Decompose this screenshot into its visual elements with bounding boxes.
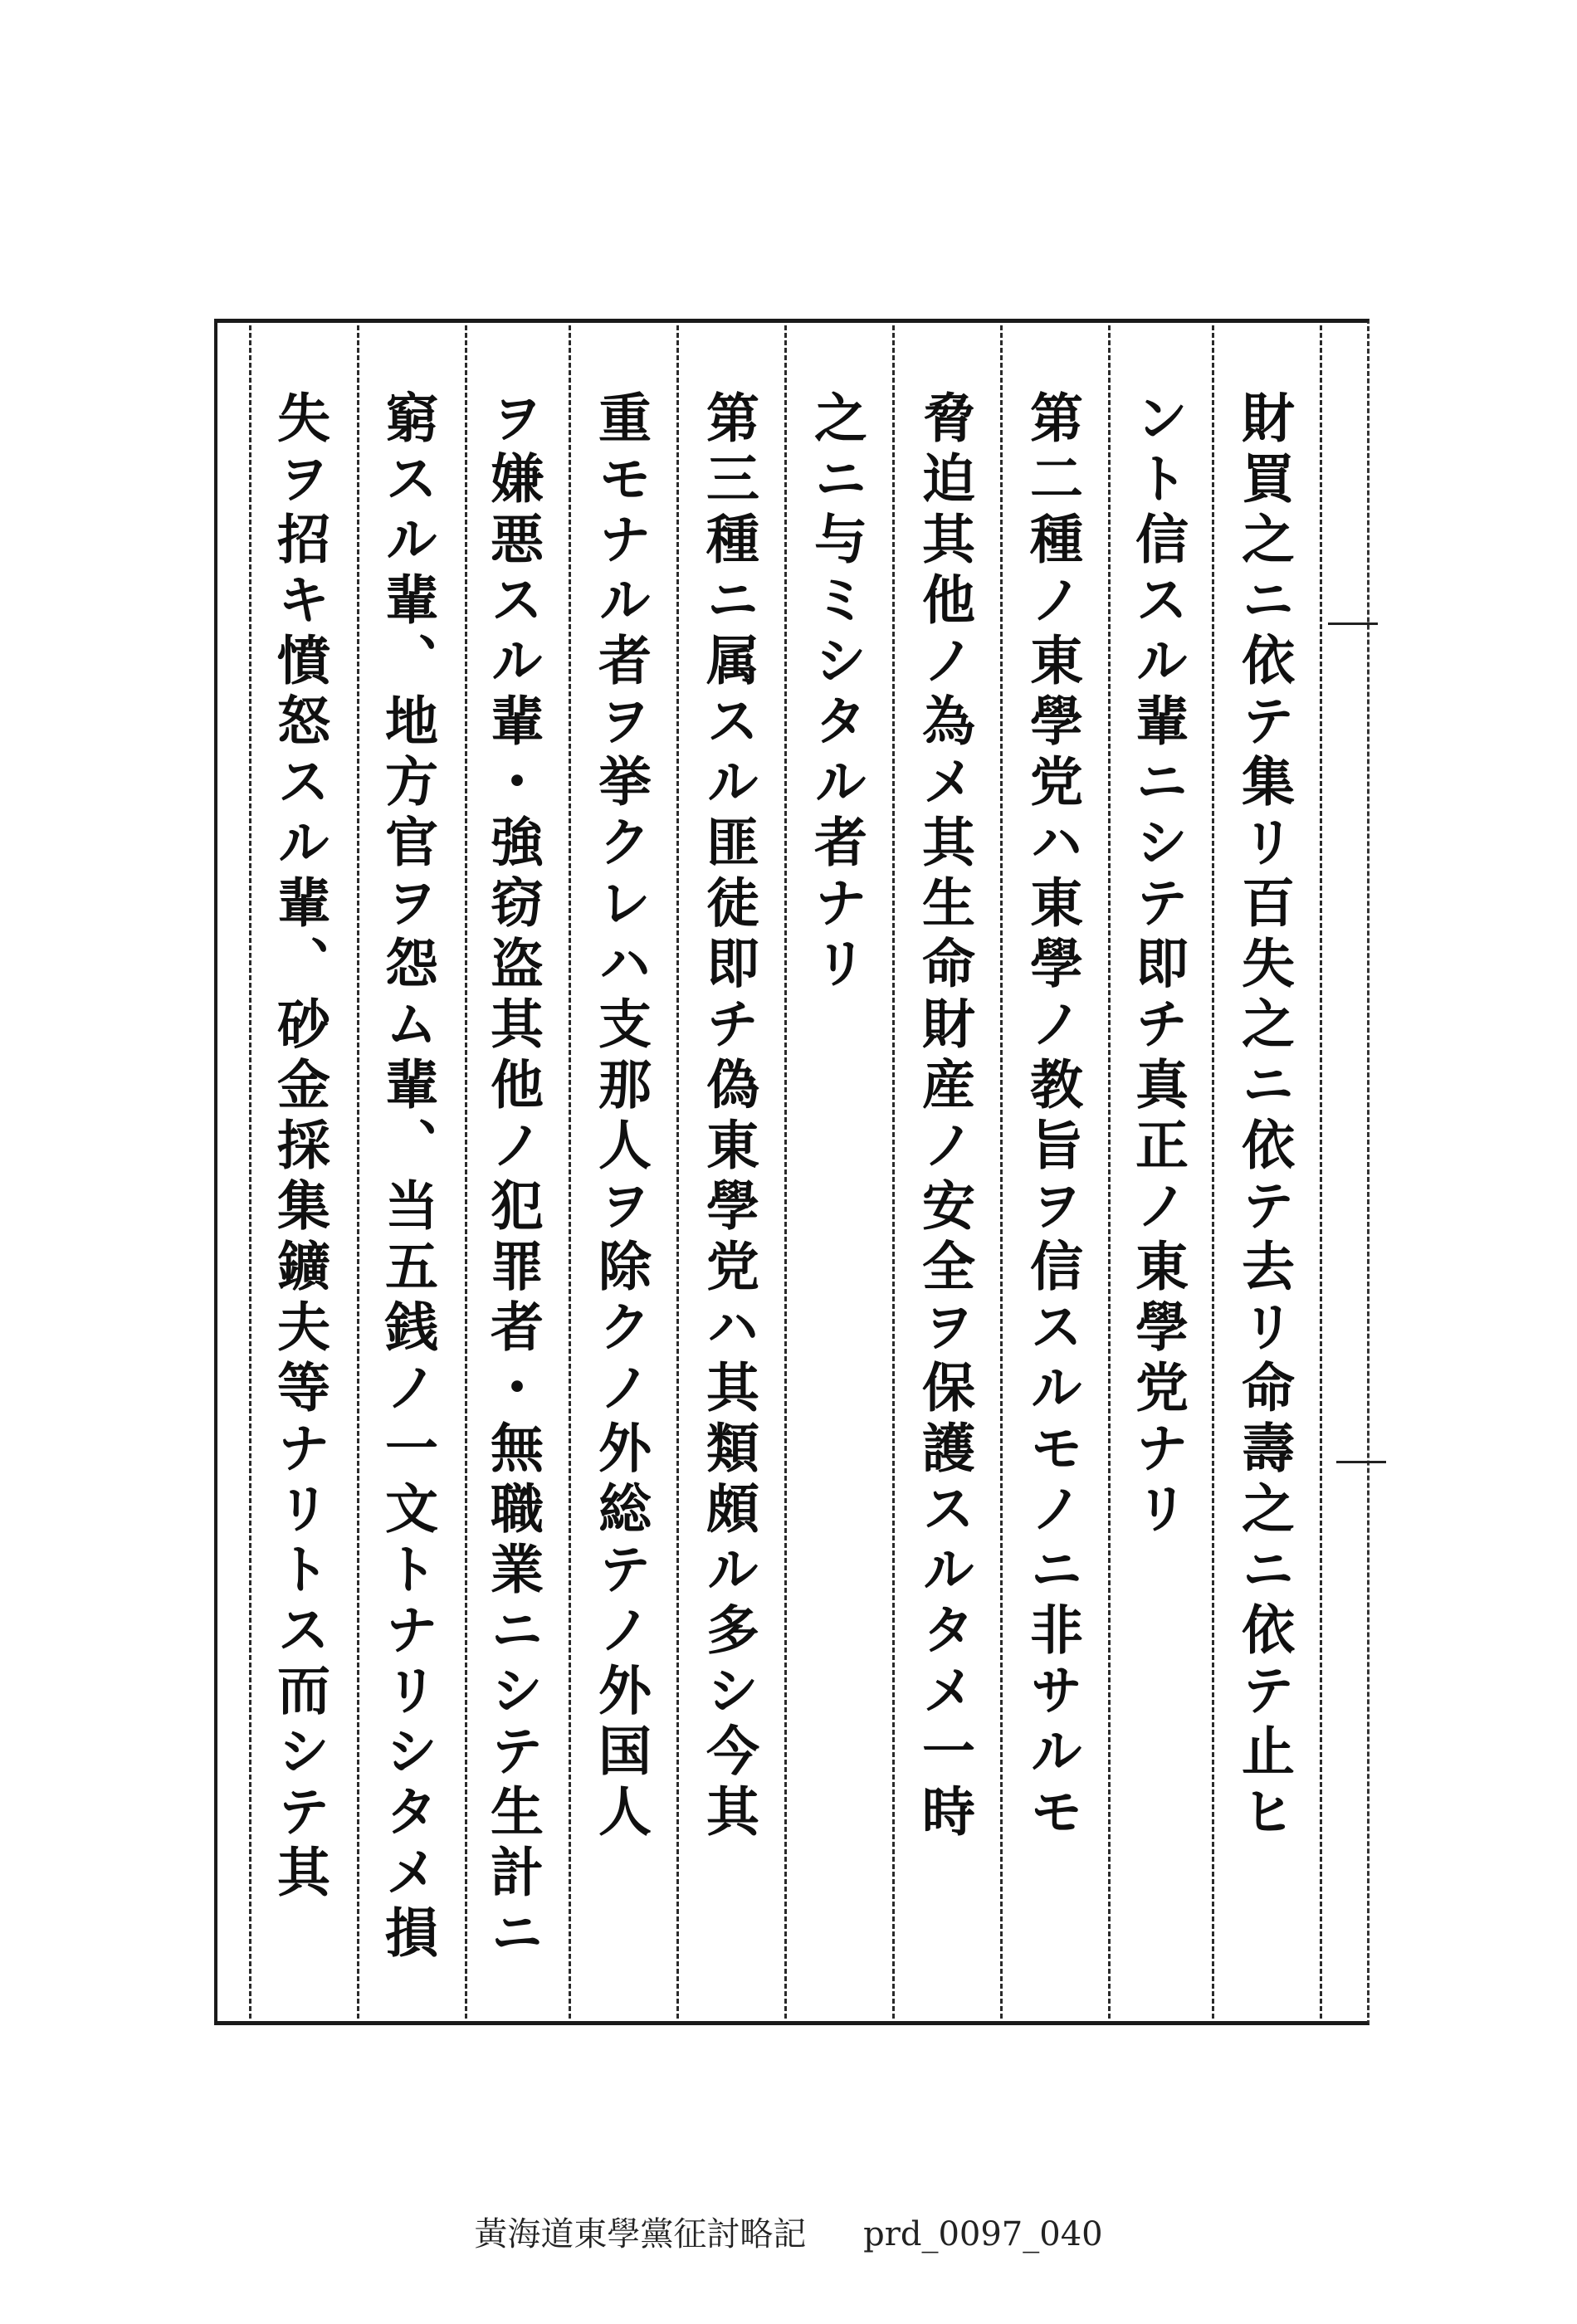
text-column-7: 重モナル者ヲ挙クレハ支那人ヲ除クノ外総テノ外国人: [589, 390, 651, 1844]
column-rule: [465, 325, 467, 2019]
text-column-3: 第二種ノ東學党ハ東學ノ教旨ヲ信スルモノニ非サルモ: [1021, 390, 1082, 1844]
text-column-9: 窮スル輩、地方官ヲ怨ム輩、当五銭ノ一文トナリシタメ損: [376, 390, 437, 1965]
column-rule: [676, 325, 679, 2019]
column-rule: [249, 325, 251, 2019]
text-column-10: 失ヲ招キ憤怒スル輩、砂金採集鑛夫等ナリトス而シテ其: [268, 390, 330, 1905]
text-column-5: 之ニ与ミシタル者ナリ: [805, 390, 867, 996]
text-column-2: ント信スル輩ニシテ即チ真正ノ東學党ナリ: [1126, 390, 1188, 1541]
column-rule: [784, 325, 787, 2019]
document-title: 黃海道東學黨征討略記: [474, 2215, 807, 2253]
column-rule: [1000, 325, 1003, 2019]
page-footer: [0, 2208, 1577, 2255]
text-column-6: 第三種ニ属スル匪徒即チ偽東學党ハ其類頗ル多シ今其: [697, 390, 759, 1844]
column-rule: [357, 325, 359, 2019]
margin-tick: [1328, 622, 1378, 625]
document-code: prd_0097_040: [863, 2215, 1103, 2253]
margin-tick: [1336, 1461, 1386, 1463]
column-rule: [1108, 325, 1111, 2019]
text-column-1: 財買之ニ依テ集リ百失之ニ依テ去リ命壽之ニ依テ止ヒ: [1233, 390, 1294, 1844]
column-rule: [569, 325, 571, 2019]
text-column-4: 脅迫其他ノ為メ其生命財産ノ安全ヲ保護スルタメ一時: [913, 390, 974, 1844]
column-rule: [892, 325, 895, 2019]
column-rule: [1320, 325, 1322, 2019]
text-column-8: ヲ嫌悪スル輩・強窃盗其他ノ犯罪者・無職業ニシテ生計ニ: [481, 390, 543, 1965]
column-rule: [1212, 325, 1214, 2019]
